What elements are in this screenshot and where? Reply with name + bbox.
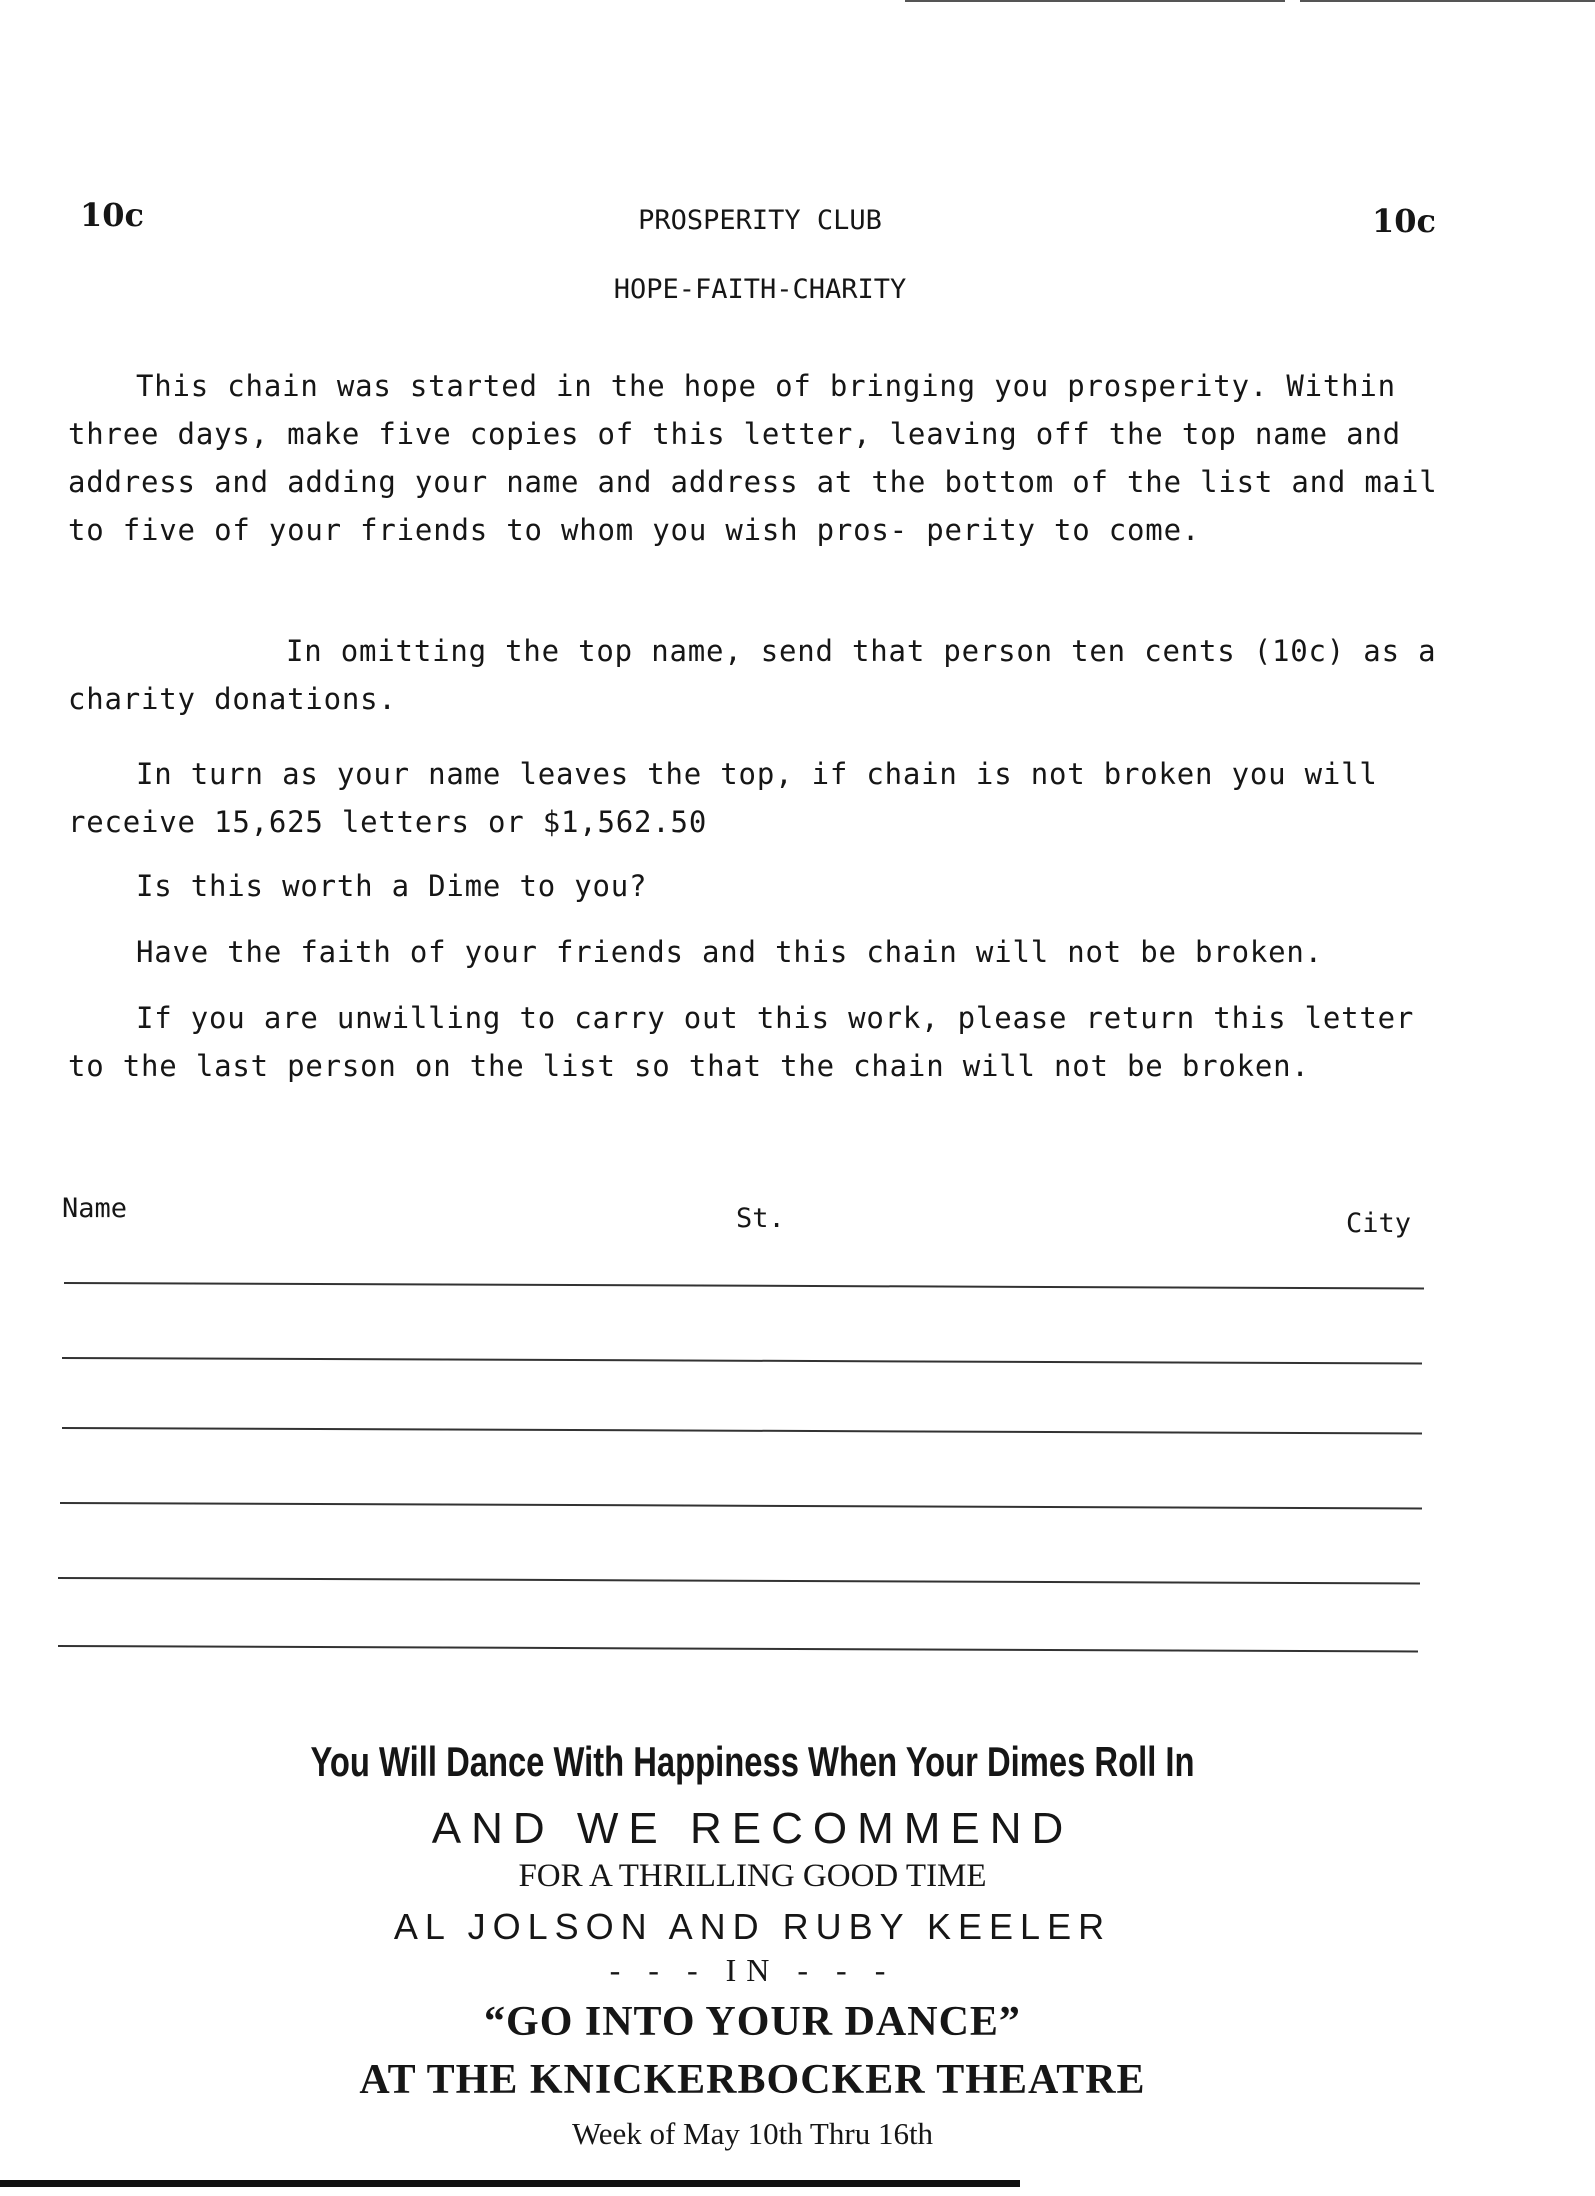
ad-in: - - - IN - - - bbox=[609, 1952, 896, 1988]
name-entry-line bbox=[58, 1645, 1418, 1652]
name-entry-line bbox=[62, 1427, 1422, 1434]
paragraph-unwilling: If you are unwilling to carry out this work, please return this letter to the last person on the list so that the chain will not be broken. bbox=[68, 1001, 1415, 1083]
ad-headline: You Will Dance With Happiness When Your Dimes Roll In bbox=[310, 1738, 1195, 1785]
ad-recommend: AND WE RECOMMEND bbox=[431, 1804, 1074, 1853]
column-header-city: City bbox=[1346, 1208, 1412, 1239]
top-edge-rule bbox=[1300, 0, 1595, 2]
column-header-name: Name bbox=[62, 1193, 128, 1224]
top-edge-rule bbox=[905, 0, 1285, 2]
ad-theatre: AT THE KNICKERBOCKER THEATRE bbox=[359, 2057, 1146, 2103]
club-title: PROSPERITY CLUB bbox=[638, 205, 882, 236]
name-entry-line bbox=[58, 1577, 1420, 1584]
ad-film-title: “GO INTO YOUR DANCE” bbox=[484, 1999, 1021, 2045]
paragraph-instructions: This chain was started in the hope of bringing you prosperity. Within three days, make five copies of this letter, leaving off the top name and address and adding your name and address at the bottom of the list and mail to five of your friends to whom you wish pros- perity to come. bbox=[68, 369, 1438, 547]
ad-dates: Week of May 10th Thru 16th bbox=[571, 2116, 934, 2151]
paragraph-faith: Have the faith of your friends and this chain will not be broken. bbox=[136, 935, 1323, 969]
name-entry-line bbox=[62, 1357, 1422, 1364]
name-entry-line bbox=[60, 1502, 1422, 1509]
paragraph-return: In turn as your name leaves the top, if chain is not broken you will receive 15,625 letters or $1,562.50 bbox=[68, 757, 1378, 839]
price-left: 10c bbox=[80, 196, 145, 234]
paragraph-question: Is this worth a Dime to you? bbox=[136, 869, 648, 903]
name-entry-line bbox=[64, 1282, 1424, 1289]
paragraph-donation: In omitting the top name, send that person ten cents (10c) as a charity donations. bbox=[68, 634, 1437, 716]
price-right: 10c bbox=[1372, 202, 1437, 240]
motto: HOPE-FAITH-CHARITY bbox=[613, 274, 907, 305]
bottom-edge-rule bbox=[0, 2180, 1020, 2187]
column-header-street: St. bbox=[736, 1203, 785, 1234]
ad-thrilling-time: FOR A THRILLING GOOD TIME bbox=[518, 1858, 987, 1894]
ad-stars: AL JOLSON AND RUBY KEELER bbox=[393, 1906, 1112, 1947]
